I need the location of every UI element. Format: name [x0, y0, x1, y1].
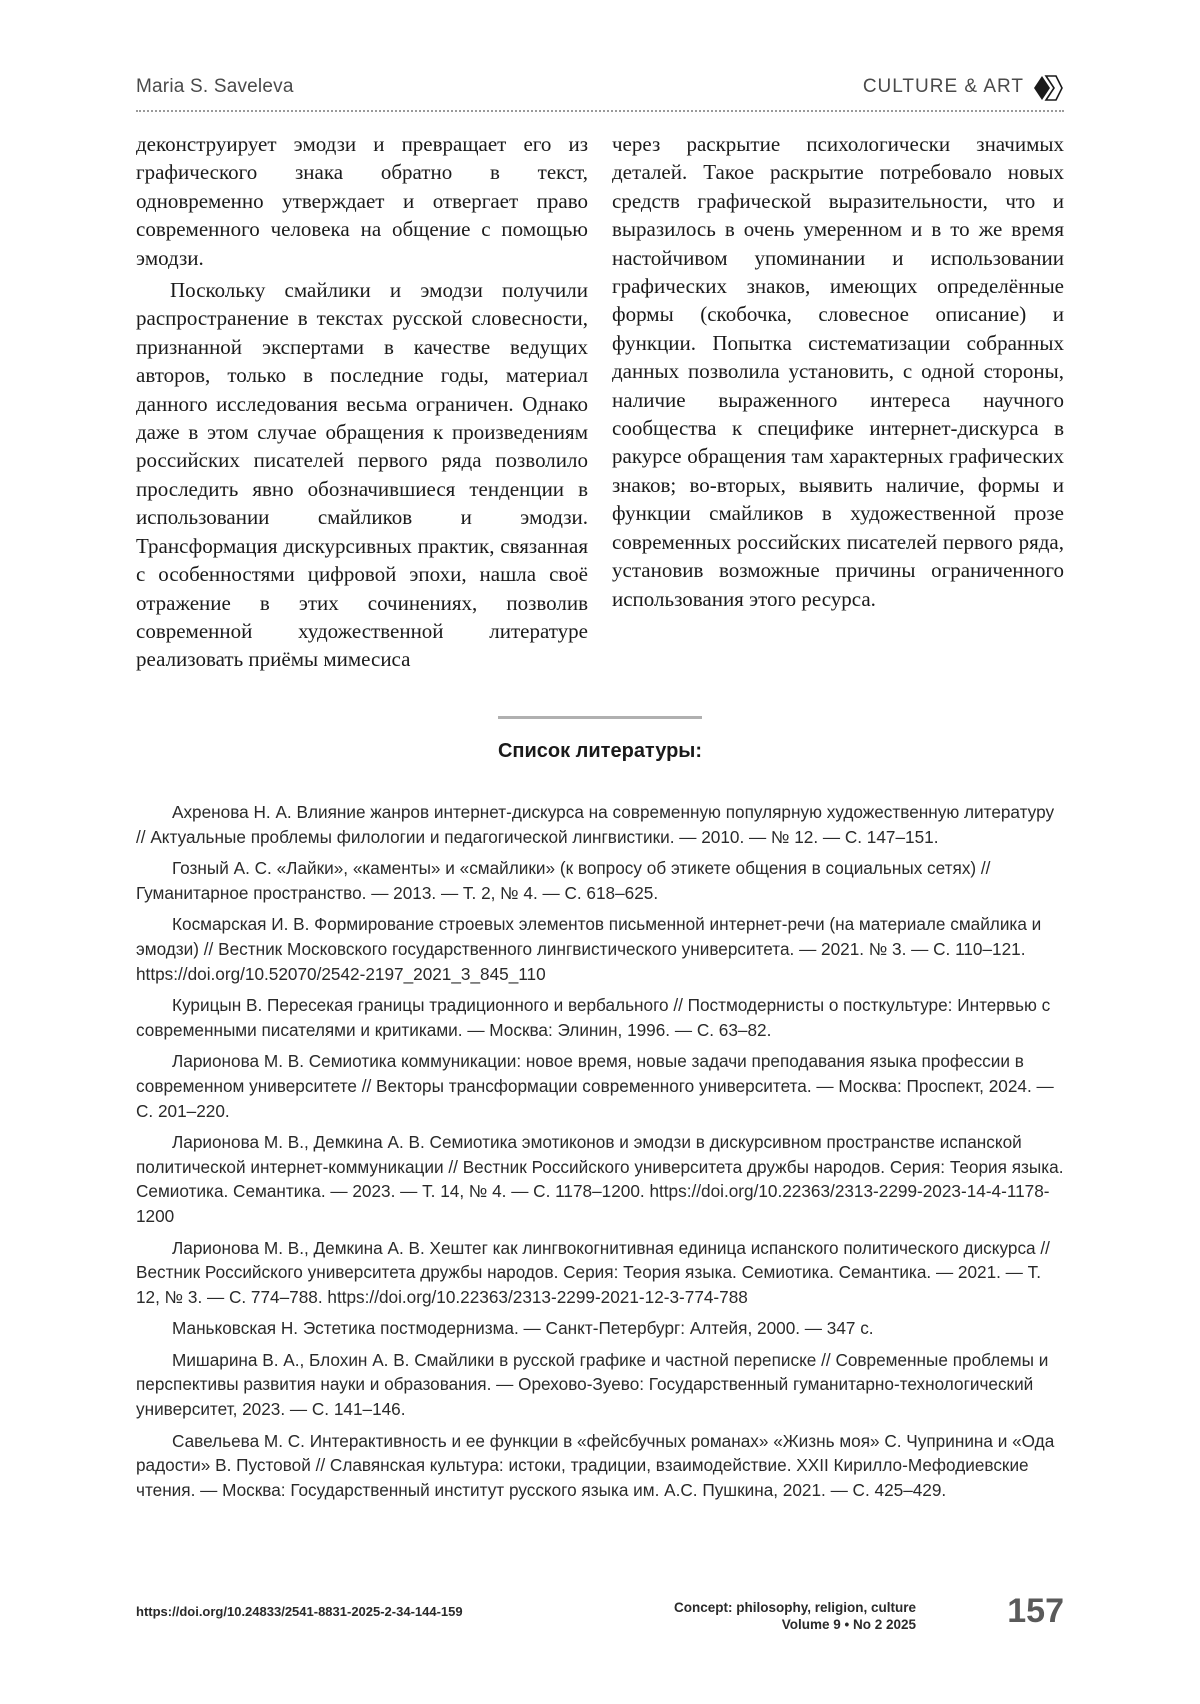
diamond-logo-icon: [1032, 74, 1064, 102]
reference-item: Курицын В. Пересекая границы традиционного и вербального // Постмодернисты о посткультуре: Интервью с современными писателями и критиками. — Москва: Элинин, 1996. — С. 63–82.: [136, 995, 1051, 1040]
right-column: [612, 130, 1064, 613]
reference-item: Ахренова Н. А. Влияние жанров интернет-дискурса на современную популярную художественную литературу // Актуальные проблемы филологии и педагогической лингвистики. — 2010. — № 12. — С. 147–151.: [136, 802, 1055, 847]
footer-volume: Volume 9 • No 2 2025: [781, 1617, 916, 1632]
reference-item: Космарская И. В. Формирование строевых элементов письменной интернет-речи (на материале смайлика и эмодзи) // Вестник Московского государственного лингвистического университета. — 2021. № 3. — С. 110–121. https://doi.org/10.52070/2542-2197_2021_3_845_110: [136, 914, 1042, 984]
running-head-author: Maria S. Saveleva: [136, 76, 294, 97]
page-header: [136, 74, 1064, 112]
reference-item: Мишарина В. А., Блохин А. В. Смайлики в русской графике и частной переписке // Современные проблемы и перспективы развития науки и образования. — Орехово-Зуево: Государственный гуманитарно-технологический университет, 2023. — С. 141–146.: [136, 1349, 1049, 1420]
running-head-section: CULTURE & ART: [862, 76, 1024, 97]
reference-item: Гозный А. С. «Лайки», «каменты» и «смайлики» (к вопросу об этикете общения в социальных сетях) // Гуманитарное пространство. — 2013. — Т. 2, № 4. — С. 618–625.: [136, 858, 991, 903]
page-footer: [136, 1592, 1064, 1638]
reference-item: Маньковская Н. Эстетика постмодернизма. — Санкт-Петербург: Алтейя, 2000. — 347 с.: [172, 1318, 874, 1339]
body-paragraph: через раскрытие психологически значимых деталей. Такое раскрытие потребовало новых средств графической выразительности, что и выразилось в очень умеренном и в то же время настойчивом упоминании и использовании графических знаков, имеющих определённые формы (скобочка, словесное описание) и функции. Попытка систематизации собранных данных позволила установить, с одной стороны, наличие выраженного интереса научного сообщества к специфике интернет-дискурса в ракурсе обращения там характерных графических знаков; во-вторых, выявить наличие, формы и функции смайликов в художественной прозе современных российских писателей первого ряда, установив возможные причины ограниченного использования этого ресурса.: [612, 132, 1064, 611]
left-column: [136, 130, 588, 674]
body-paragraph: Поскольку смайлики и эмодзи получили распространение в текстах русской словесности, признанной экспертами в качестве ведущих авторов, только в последние годы, материал данного исследования весьма ограничен. Однако даже в этом случае обращения к произведениям российских писателей первого ряда позволило проследить явно обозначившиеся тенденции в использовании смайликов и эмодзи. Трансформация дискурсивных практик, связанная с особенностями цифровой эпохи, нашла своё отражение в этих сочинениях, позволив современной художественной литературе реализовать приёмы мимесиса: [136, 278, 588, 672]
body-paragraph: деконструирует эмодзи и превращает его из графического знака обратно в текст, одновременно утверждает и отвергает право современного человека на общение с помощью эмодзи.: [136, 132, 588, 270]
body-columns: [136, 130, 1064, 690]
reference-item: Ларионова М. В. Семиотика коммуникации: новое время, новые задачи преподавания языка профессии в современном университете // Векторы трансформации современного университета. — Москва: Проспект, 2024. — С. 201–220.: [136, 1051, 1054, 1121]
section-divider: [498, 716, 702, 719]
reference-item: Ларионова М. В., Демкина А. В. Семиотика эмотиконов и эмодзи в дискурсивном пространстве испанской политической интернет-коммуникации // Вестник Российского университета дружбы народов. Серия: Теория языка. Семиотика. Семантика. — 2023. — Т. 14, № 4. — С. 1178–1200. https://doi.org/10.22363/2313-2299-2023-14-4-1178-1200: [136, 1132, 1064, 1226]
references-list: [136, 800, 1064, 1509]
footer-doi-link[interactable]: https://doi.org/10.24833/2541-8831-2025-2-34-144-159: [136, 1604, 463, 1619]
reference-item: Савельева М. С. Интерактивность и ее функции в «фейсбучных романах» «Жизнь моя» С. Чупринина и «Ода радости» В. Пустовой // Славянская культура: истоки, традиции, взаимодействие. XXII Кирилло-Мефодиевские чтения. — Москва: Государственный институт русского языка им. А.С. Пушкина, 2021. — С. 425–429.: [136, 1430, 1055, 1500]
references-title: Список литературы:: [497, 740, 703, 762]
reference-item: Ларионова М. В., Демкина А. В. Хештег как лингвокогнитивная единица испанского политического дискурса // Вестник Российского университета дружбы народов. Серия: Теория языка. Семиотика. Семантика. — 2021. — Т. 12, № 3. — С. 774–788. https://doi.org/10.22363/2313-2299-2021-12-3-774-788: [136, 1237, 1050, 1307]
footer-journal-name: Concept: philosophy, religion, culture: [673, 1600, 916, 1615]
page-number: 157: [1007, 1592, 1064, 1630]
